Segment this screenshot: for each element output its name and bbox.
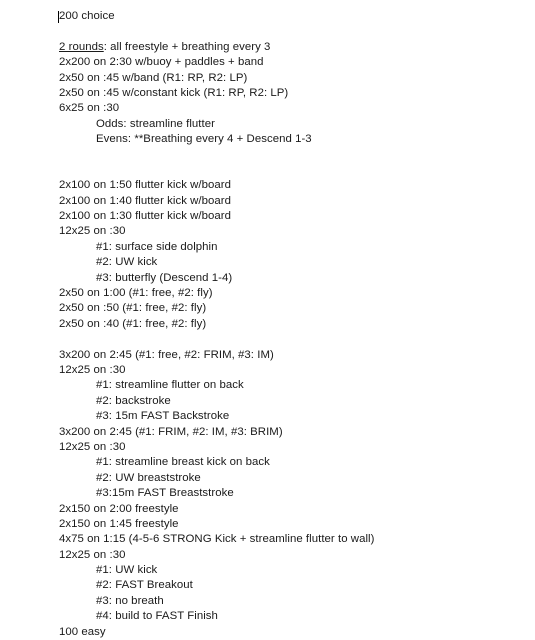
set-line: 2x150 on 1:45 freestyle (59, 517, 179, 530)
blank-line (59, 332, 529, 347)
set-line: 6x25 on :30 (59, 102, 120, 115)
sub-line: Odds: streamline flutter (96, 117, 215, 130)
set-line: 100 easy (59, 625, 106, 638)
blank-line (59, 24, 529, 39)
set-line: 2x50 on :45 w/band (R1: RP, R2: LP) (59, 71, 248, 84)
set-line: 3x200 on 2:45 (#1: free, #2: FRIM, #3: IM) (59, 348, 274, 361)
sub-line: #4: build to FAST Finish (96, 610, 218, 623)
sub-line: Evens: **Breathing every 4 + Descend 1-3 (96, 133, 312, 146)
title-text: 200 choice (59, 10, 115, 22)
set-line: 2x50 on :40 (#1: free, #2: fly) (59, 317, 207, 330)
title-line (59, 9, 529, 24)
set-line: 4x75 on 1:15 (4-5-6 STRONG Kick + streamline flutter to wall) (59, 533, 375, 546)
set-line: 12x25 on :30 (59, 363, 126, 376)
set-line: 12x25 on :30 (59, 225, 126, 238)
set-line: 2x100 on 1:40 flutter kick w/board (59, 194, 232, 207)
sub-line: #3: butterfly (Descend 1-4) (96, 271, 233, 284)
sub-line: #1: surface side dolphin (96, 240, 218, 253)
sub-line: #3:15m FAST Breaststroke (96, 487, 234, 500)
blank-line (59, 148, 529, 163)
set-line: 3x200 on 2:45 (#1: FRIM, #2: IM, #3: BRIM) (59, 425, 283, 438)
set-line: 2x50 on 1:00 (#1: free, #2: fly) (59, 287, 213, 300)
set-line: 2x50 on :45 w/constant kick (R1: RP, R2: LP) (59, 86, 289, 99)
sub-line: #2: FAST Breakout (96, 579, 193, 592)
set-line: 12x25 on :30 (59, 548, 126, 561)
sub-line: #3: no breath (96, 594, 164, 607)
sub-line: #2: UW breaststroke (96, 471, 201, 484)
set-line: 2x100 on 1:30 flutter kick w/board (59, 210, 232, 223)
text-cursor (58, 11, 59, 23)
set-line: 2x150 on 2:00 freestyle (59, 502, 179, 515)
sub-line: #3: 15m FAST Backstroke (96, 410, 230, 423)
rounds-line (59, 40, 529, 55)
blank-line (59, 163, 529, 178)
sub-line: #1: streamline flutter on back (96, 379, 244, 392)
sub-line: #1: UW kick (96, 564, 158, 577)
sub-line: #1: streamline breast kick on back (96, 456, 270, 469)
rounds-label: 2 rounds (59, 40, 104, 53)
sub-line: #2: backstroke (96, 394, 171, 407)
set-line: 2x200 on 2:30 w/buoy + paddles + band (59, 56, 264, 69)
sub-line: #2: UW kick (96, 256, 158, 269)
document-body[interactable] (59, 9, 529, 640)
set-line: 2x100 on 1:50 flutter kick w/board (59, 179, 232, 192)
set-line: 12x25 on :30 (59, 440, 126, 453)
set-line: 2x50 on :50 (#1: free, #2: fly) (59, 302, 207, 315)
rounds-rest: : all freestyle + breathing every 3 (103, 40, 271, 53)
